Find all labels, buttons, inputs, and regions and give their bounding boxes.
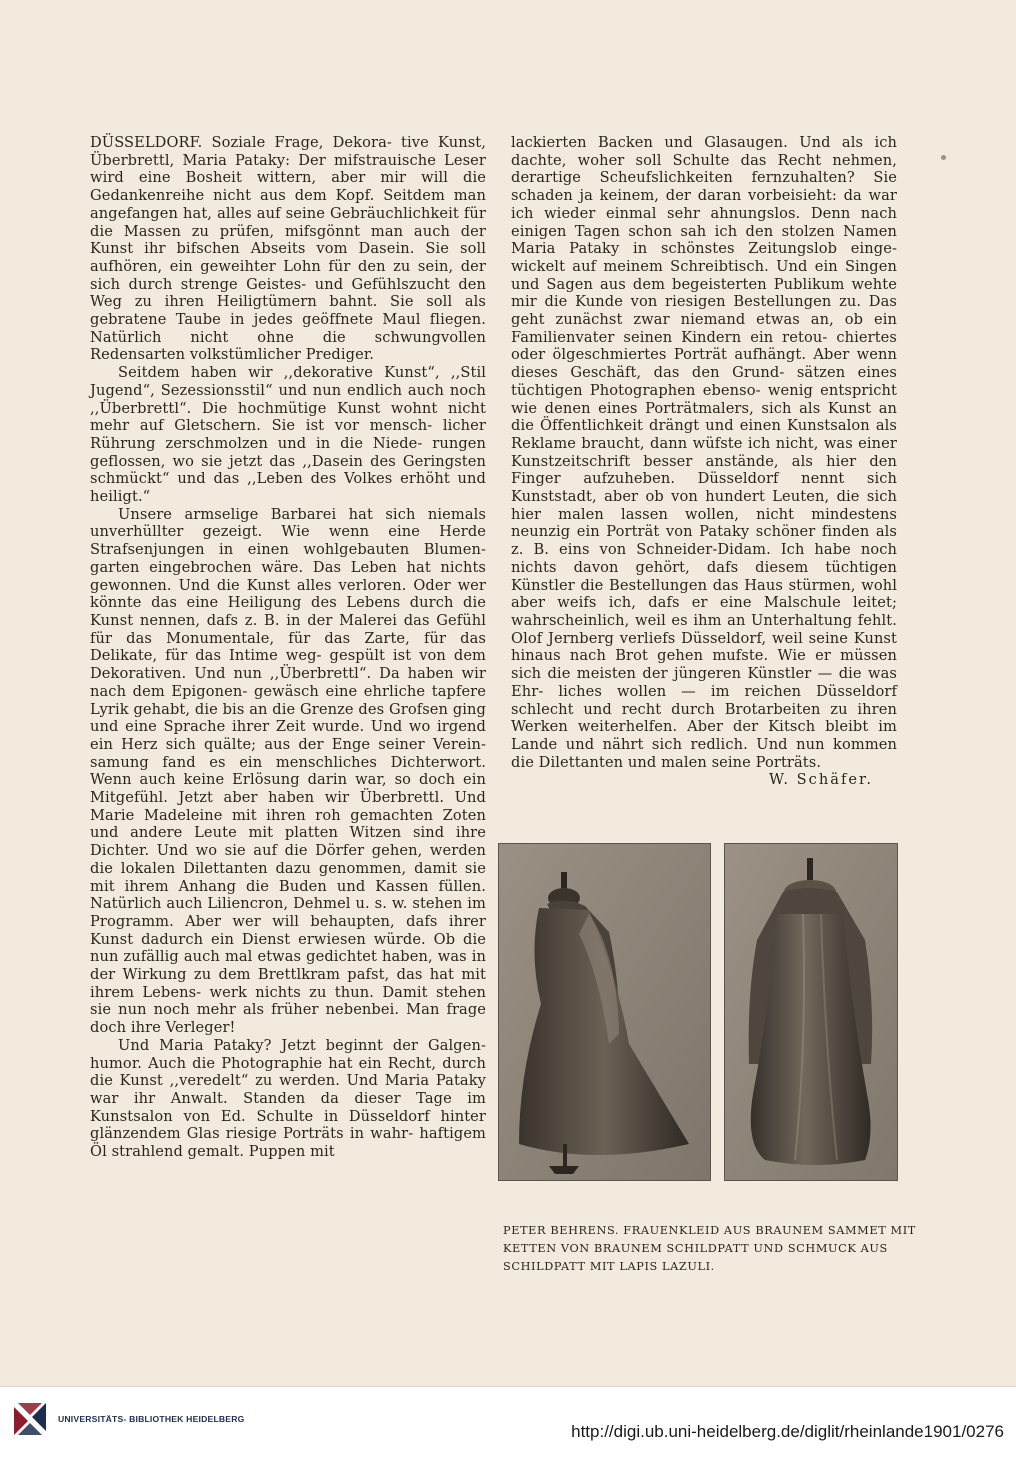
library-name: UNIVERSITÄTS- BIBLIOTHEK HEIDELBERG <box>58 1414 245 1424</box>
page-mark <box>941 155 946 160</box>
article-paragraph: Unsere armselige Barbarei hat sich niemals unverhüllter gezeigt. Wie wenn eine Herde Strafsenjungen in einen wohlgebauten Blumen- garten eingebrochen wäre. Das Leben hat nichts gewonnen. Und die Kunst alles verloren. Oder wer könnte das eine Heiligung des Lebens durch die Kunst nennen, dafs z. B. in der Malerei das Gefühl für das Monumentale, für das Zarte, für das Delikate, für das Intime weg- gespült ist von dem Dekorativen. Und nun ,,Überbrettl“. Da haben wir nach dem Epigonen- gewäsch eine ehrliche tapfere Lyrik gehabt, die bis an die Grenze des Grofsen ging und eine Sprache ihrer Zeit wurde. Und wo irgend ein Herz sich quälte; aus der Enge seiner Verein- samung fand es ein menschliches Dichterwort. Wenn auch keine Erlösung darin war, so doch ein Mitgefühl. Jetzt aber haben wir Überbrettl. Und Marie Madeleine mit ihren roh gemachten Zoten und andere Leute mit platten Witzen sind ihre Dichter. Und wo sie auf die Dörfer gehen, werden die lokalen Dilettanten dazu genommen, damit sie mit ihrem Anhang die Buden und Kassen füllen. Natürlich auch Liliencron, Dehmel u. s. w. stehen im Programm. Aber wer will behaupten, dafs ihrer Kunst dadurch ein Dienst erwiesen würde. Ob die nun zufällig auch mal etwas gedichtet haben, was in der Wirkung zu dem Brettlkram pafst, das hat mit ihrem Lebens- werk nichts zu thun. Damit stehen sie nun noch mehr als früher nebenbei. Man frage doch ihre Verleger! <box>90 505 486 1037</box>
article-paragraph: Seitdem haben wir ,,dekorative Kunst“, ,,Stil Jugend“, Sezessionsstil“ und nun endlich auch noch ,,Überbrettl“. Die hochmütige Kunst wohnt nicht mehr auf Gletschern. Sie ist vor mensch- licher Rührung zerschmolzen und in die Niede- rungen geflossen, wo sie jetzt das ,,Dasein des Geringsten schmückt“ und das ,,Leben des Volkes erhöht und heiligt.“ <box>90 364 486 506</box>
dress-back-illustration <box>725 844 897 1180</box>
permalink-url[interactable]: http://digi.ub.uni-heidelberg.de/diglit/rheinlande1901/0276 <box>571 1422 1004 1441</box>
figure-caption: PETER BEHRENS. FRAUENKLEID AUS BRAUNEM SAMMET MIT KETTEN VON BRAUNEM SCHILDPATT UND SCHMUCK AUS SCHILDPATT MIT LAPIS LAZULI. <box>503 1224 916 1273</box>
viewer-footer <box>0 1386 1016 1469</box>
dress-front-illustration <box>499 844 710 1180</box>
dress-photo-back <box>724 843 898 1181</box>
article-left-column <box>90 134 486 1161</box>
article-paragraph: lackierten Backen und Glasaugen. Und als ich dachte, woher soll Schulte das Recht nehmen, derartige Scheufslichkeiten fernzuhalten? Sie schaden ja keinem, der daran vorbeisieht: da war ich wieder einmal sehr ahnungslos. Denn nach einigen Tagen schon sah ich den stolzen Namen Maria Pataky in schönstes Zeitungslob einge- wickelt auf meinem Schreibtisch. Und ein Singen und Sagen aus dem begeisterten Publikum wehte mir die Kunde von riesigen Bestellungen zu. Das geht zunächst zwar niemand etwas an, ob ein Familienvater seinen Kindern ein retou- chiertes oder ölgeschmiertes Porträt aufhängt. Aber wenn dieses Geschäft, das den Grund- sätzen eines tüchtigen Photographen ebenso- wenig entspricht wie denen eines Porträtmalers, sich als Kunst an die Öffentlichkeit drängt und einen Kunstsalon als Reklame braucht, dann wüfste ich nicht, was einer Kunstzeitschrift besser anstände, als hier den Finger aufzuheben. Düsseldorf nennt sich Kunststadt, aber ob von hundert Leuten, die sich hier malen lassen wollen, nicht mindestens neunzig ein Porträt von Pataky schöner finden als z. B. eins von Schneider-Didam. Ich habe noch nichts davon gehört, dafs diesem tüchtigen Künstler die Bestellungen das Haus stürmen, wohl aber weifs ich, dafs er eine Malschule leitet; wahrscheinlich, weil es ihm an Unterhaltung fehlt. Olof Jernberg verliefs Düsseldorf, weil seine Kunst hinaus nach Brot gehen mufste. Wie er müssen sich die meisten der jüngeren Künstler — die was Ehr- liches wollen — im reichen Düsseldorf schlecht und recht durch Brotarbeiten zu ihren Werken weiterhelfen. Aber der Kitsch bleibt im Lande und nährt sich redlich. Und nun kommen die Dilettanten und malen seine Porträts. <box>511 134 897 771</box>
article-author: W. Schäfer. <box>768 771 873 789</box>
dress-photo-front <box>498 843 711 1181</box>
article-paragraph: Und Maria Pataky? Jetzt beginnt der Galgen- humor. Auch die Photographie hat ein Recht, durch die Kunst ,,veredelt“ zu werden. Und Maria Pataky war ihr Anwalt. Standen da dieser Tage im Kunstsalon von Ed. Schulte in Düsseldorf hinter glänzendem Glas riesige Porträts in wahr- haftigem Öl strahlend gemalt. Puppen mit <box>90 1036 486 1161</box>
article-paragraph: DÜSSELDORF. Soziale Frage, Dekora- tive Kunst, Überbrettl, Maria Pataky: Der mifstrauische Leser wird eine Bosheit wittern, aber mir will die Gedankenreihe nicht aus dem Kopf. Seitdem man angefangen hat, alles auf seine Gebräuchlichkeit für die Massen zu prüfen, mifsgönnt man auch der Kunst ihr bifschen Abseits vom Dasein. Sie soll aufhören, ein geweihter Lohn für den zu sein, der sich durch strenge Geistes- und Gefühlszucht den Weg zu ihren Heiligtümern bahnt. Sie soll als gebratene Taube in jedes geöffnete Maul fliegen. Natürlich nicht ohne die schwungvollen Redensarten volkstümlicher Prediger. <box>90 134 486 364</box>
article-right-column <box>511 134 897 789</box>
library-logo-icon <box>12 1401 48 1437</box>
